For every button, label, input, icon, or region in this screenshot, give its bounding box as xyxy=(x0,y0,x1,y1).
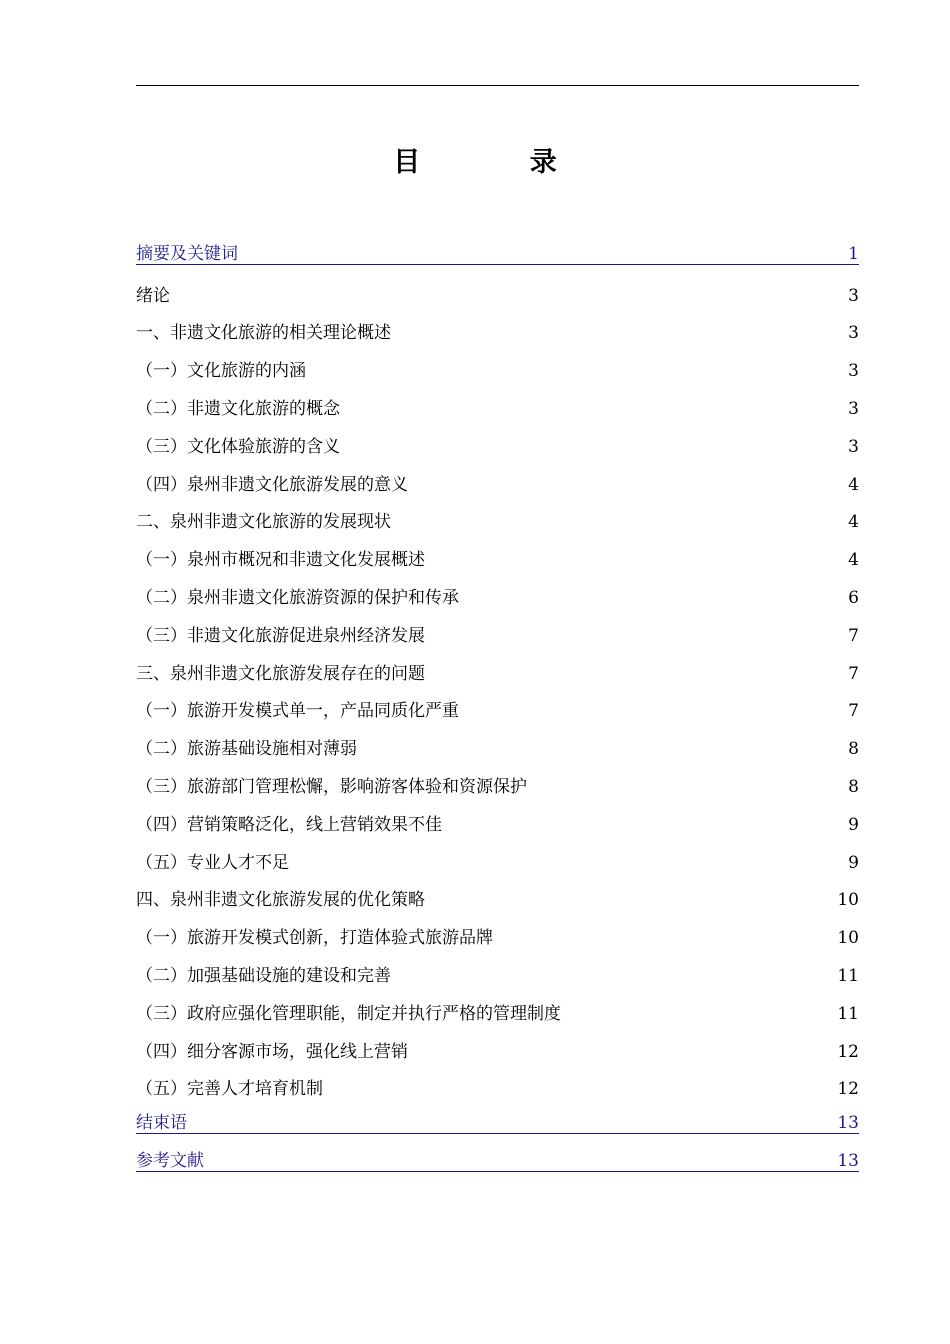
toc-entry xyxy=(136,387,859,425)
toc-entry-page: 7 xyxy=(848,663,859,684)
toc-entry-page: 3 xyxy=(848,323,859,344)
toc-entry-page: 7 xyxy=(848,625,859,646)
toc-entry-label: 绪论 xyxy=(136,285,170,306)
toc-list xyxy=(136,236,859,1181)
toc-entry-label: （四）泉州非遗文化旅游发展的意义 xyxy=(136,474,408,495)
toc-entry-page: 11 xyxy=(837,965,859,986)
toc-entry-page: 7 xyxy=(848,701,859,722)
toc-entry xyxy=(136,463,859,501)
toc-entry xyxy=(136,992,859,1030)
header-rule xyxy=(136,85,859,86)
toc-link-entry[interactable] xyxy=(136,1143,859,1172)
toc-entry-label: 四、泉州非遗文化旅游发展的优化策略 xyxy=(136,890,425,911)
toc-entry-page: 10 xyxy=(837,890,859,911)
toc-entry-page: 12 xyxy=(837,1041,859,1062)
toc-entry-label: （一）泉州市概况和非遗文化发展概述 xyxy=(136,550,425,571)
toc-entry-label: （一）文化旅游的内涵 xyxy=(136,361,306,382)
toc-entry xyxy=(136,349,859,387)
toc-entry-label: （三）非遗文化旅游促进泉州经济发展 xyxy=(136,625,425,646)
toc-entry-page: 8 xyxy=(848,776,859,797)
toc-entry xyxy=(136,274,859,312)
toc-entry-label: 二、泉州非遗文化旅游的发展现状 xyxy=(136,512,391,533)
toc-entry xyxy=(136,803,859,841)
toc-entry xyxy=(136,1030,859,1068)
toc-entry-label: （三）旅游部门管理松懈，影响游客体验和资源保护 xyxy=(136,776,527,797)
toc-entry xyxy=(136,879,859,917)
toc-entry-label: （三）政府应强化管理职能，制定并执行严格的管理制度 xyxy=(136,1003,561,1024)
toc-entry-label: （二）泉州非遗文化旅游资源的保护和传承 xyxy=(136,587,459,608)
toc-entry xyxy=(136,614,859,652)
toc-link-entry[interactable] xyxy=(136,236,859,265)
toc-entry-label: （三）文化体验旅游的含义 xyxy=(136,436,340,457)
toc-entry xyxy=(136,841,859,879)
toc-entry-label: （二）加强基础设施的建设和完善 xyxy=(136,965,391,986)
toc-entry-label: （一）旅游开发模式单一，产品同质化严重 xyxy=(136,701,459,722)
toc-entry-page: 12 xyxy=(837,1079,859,1100)
toc-entry xyxy=(136,576,859,614)
toc-entry-label: 一、非遗文化旅游的相关理论概述 xyxy=(136,323,391,344)
toc-entry-label: （四）营销策略泛化，线上营销效果不佳 xyxy=(136,814,442,835)
toc-entry-page: 13 xyxy=(837,1112,859,1133)
toc-entry xyxy=(136,501,859,539)
toc-entry-label: 三、泉州非遗文化旅游发展存在的问题 xyxy=(136,663,425,684)
toc-entry-label: （五）专业人才不足 xyxy=(136,852,289,873)
toc-entry-label: 参考文献 xyxy=(136,1150,204,1171)
toc-entry xyxy=(136,690,859,728)
toc-entry-label: （一）旅游开发模式创新，打造体验式旅游品牌 xyxy=(136,928,493,949)
toc-entry-page: 9 xyxy=(848,814,859,835)
toc-entry-label: 结束语 xyxy=(136,1112,187,1133)
toc-entry-label: （五）完善人才培育机制 xyxy=(136,1079,323,1100)
toc-entry xyxy=(136,538,859,576)
toc-entry-page: 11 xyxy=(837,1003,859,1024)
toc-entry-page: 6 xyxy=(848,587,859,608)
toc-entry xyxy=(136,1068,859,1106)
toc-entry-page: 3 xyxy=(848,361,859,382)
toc-entry-page: 3 xyxy=(848,285,859,306)
toc-entry-page: 3 xyxy=(848,398,859,419)
toc-link-entry[interactable] xyxy=(136,1105,859,1134)
toc-entry-page: 10 xyxy=(837,928,859,949)
toc-entry xyxy=(136,765,859,803)
toc-entry xyxy=(136,727,859,765)
toc-entry-label: （二）旅游基础设施相对薄弱 xyxy=(136,739,357,760)
toc-entry-page: 3 xyxy=(848,436,859,457)
toc-entry-page: 4 xyxy=(848,474,859,495)
toc-entry xyxy=(136,652,859,690)
toc-entry-page: 4 xyxy=(848,512,859,533)
toc-entry-page: 1 xyxy=(848,243,859,264)
toc-entry xyxy=(136,312,859,350)
toc-entry-page: 9 xyxy=(848,852,859,873)
toc-entry xyxy=(136,916,859,954)
toc-entry-page: 4 xyxy=(848,550,859,571)
toc-entry-label: 摘要及关键词 xyxy=(136,243,238,264)
toc-title: 目 录 xyxy=(393,147,607,178)
toc-entry-label: （二）非遗文化旅游的概念 xyxy=(136,398,340,419)
toc-entry-page: 8 xyxy=(848,739,859,760)
toc-entry-label: （四）细分客源市场，强化线上营销 xyxy=(136,1041,408,1062)
toc-entry-page: 13 xyxy=(837,1150,859,1171)
toc-entry xyxy=(136,954,859,992)
toc-entry xyxy=(136,425,859,463)
